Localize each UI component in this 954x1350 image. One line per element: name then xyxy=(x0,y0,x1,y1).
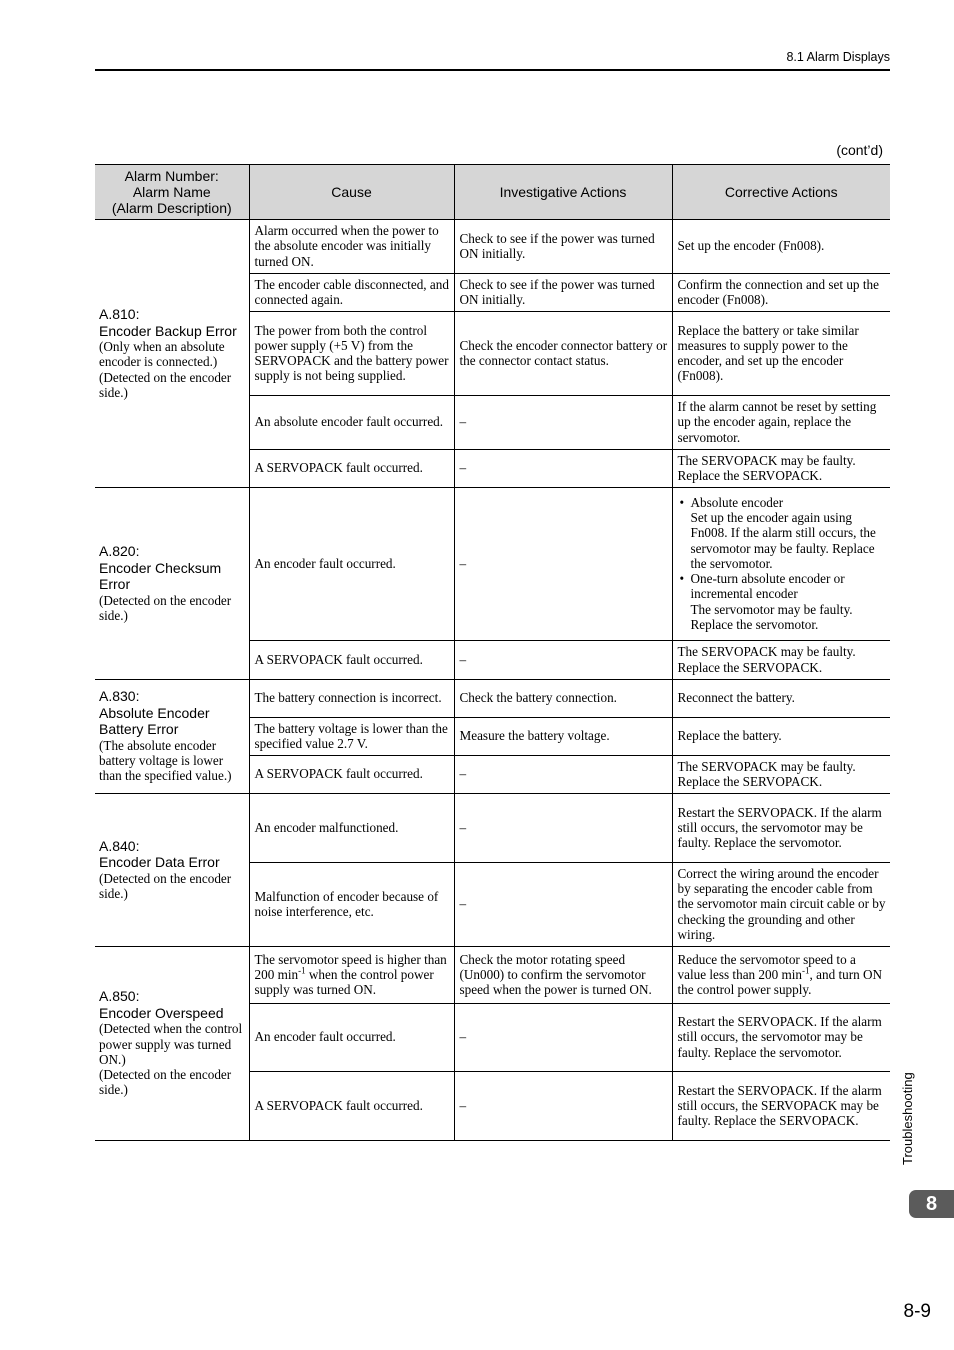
chapter-side-label: Troubleshooting xyxy=(900,1072,915,1165)
superscript: -1 xyxy=(802,965,810,976)
alarm-code: A.810: xyxy=(99,306,140,323)
cause-cell: A SERVOPACK fault occurred. xyxy=(249,1072,454,1141)
investigative-cell: – xyxy=(454,450,672,488)
bullet-title: Absolute encoder xyxy=(690,495,784,511)
investigative-cell: – xyxy=(454,1004,672,1072)
continued-label: (cont’d) xyxy=(836,142,883,158)
alarm-description: (Detected on the encoder side.) xyxy=(99,870,232,901)
corrective-cell xyxy=(672,947,890,1004)
header-cause: Cause xyxy=(249,165,454,220)
cause-cell: A SERVOPACK fault occurred. xyxy=(249,450,454,488)
corrective-text: , and turn ON the control power supply. xyxy=(677,966,883,998)
corrective-cell: Correct the wiring around the encoder by separating the encoder cable from the servomotor main circuit cable or by checking the grounding and other wiring. xyxy=(672,863,890,947)
corrective-cell: The SERVOPACK may be faulty. Replace the SERVOPACK. xyxy=(672,641,890,680)
investigative-cell: Measure the battery voltage. xyxy=(454,718,672,756)
alarm-name: Encoder Data Error xyxy=(99,854,220,871)
header-corrective: Corrective Actions xyxy=(672,165,890,220)
header-rule xyxy=(95,69,890,71)
alarm-code: A.840: xyxy=(99,837,140,854)
table-row xyxy=(95,220,890,274)
header-alarm-line1: Alarm Number: xyxy=(124,168,219,184)
corrective-cell: Confirm the connection and set up the encoder (Fn008). xyxy=(672,274,890,312)
cause-text: when the control power supply was turned ON. xyxy=(254,966,434,998)
cause-cell: The encoder cable disconnected, and connected again. xyxy=(249,274,454,312)
cause-cell: The battery connection is incorrect. xyxy=(249,680,454,718)
header-alarm-line2: Alarm Name xyxy=(132,184,211,200)
cause-cell: An absolute encoder fault occurred. xyxy=(249,396,454,450)
bullet-item xyxy=(678,495,887,571)
alarm-description: (Detected when the control power supply was turned ON.) xyxy=(99,1021,243,1067)
alarm-cell-a830 xyxy=(95,680,249,794)
investigative-cell: Check the encoder connector battery or the connector contact status. xyxy=(454,312,672,396)
chapter-tab: 8 xyxy=(909,1190,954,1218)
corrective-cell: Set up the encoder (Fn008). xyxy=(672,220,890,274)
alarm-name: Absolute Encoder Battery Error xyxy=(99,704,210,738)
investigative-cell: – xyxy=(454,863,672,947)
investigative-cell: – xyxy=(454,396,672,450)
cause-cell xyxy=(249,947,454,1004)
cause-cell: A SERVOPACK fault occurred. xyxy=(249,641,454,680)
alarm-name: Encoder Backup Error xyxy=(99,322,237,339)
cause-cell: Malfunction of encoder because of noise interference, etc. xyxy=(249,863,454,947)
alarm-description: (The absolute encoder battery voltage is lower than the specified value.) xyxy=(99,737,232,784)
running-header: 8.1 Alarm Displays xyxy=(786,50,890,64)
investigative-cell: Check the motor rotating speed (Un000) to confirm the servomotor speed when the power is turned ON. xyxy=(454,947,672,1004)
header-alarm xyxy=(95,165,249,220)
corrective-cell: Replace the battery. xyxy=(672,718,890,756)
corrective-bullet-list xyxy=(678,495,887,632)
alarm-cell-a850 xyxy=(95,947,249,1141)
bullet-text: The servomotor may be faulty. Replace the servomotor. xyxy=(690,601,853,632)
corrective-cell: Restart the SERVOPACK. If the alarm still occurs, the servomotor may be faulty. Replace the servomotor. xyxy=(672,1004,890,1072)
cause-cell: An encoder malfunctioned. xyxy=(249,794,454,863)
alarm-code: A.830: xyxy=(99,688,140,705)
bullet-text: Set up the encoder again using Fn008. If the alarm still occurs, the servomotor may be faulty. Replace the servomotor. xyxy=(690,510,876,571)
cause-cell: Alarm occurred when the power to the absolute encoder was initially turned ON. xyxy=(249,220,454,274)
alarm-description: (Detected on the encoder side.) xyxy=(99,369,232,400)
corrective-cell: If the alarm cannot be reset by setting up the encoder again, replace the servomotor. xyxy=(672,396,890,450)
investigative-cell: – xyxy=(454,756,672,794)
cause-cell: An encoder fault occurred. xyxy=(249,488,454,641)
investigative-cell: – xyxy=(454,488,672,641)
corrective-cell: The SERVOPACK may be faulty. Replace the SERVOPACK. xyxy=(672,450,890,488)
corrective-cell: Restart the SERVOPACK. If the alarm still occurs, the SERVOPACK may be faulty. Replace the SERVOPACK. xyxy=(672,1072,890,1141)
alarm-cell-a820 xyxy=(95,488,249,680)
alarm-code: A.820: xyxy=(99,543,140,560)
cause-cell: A SERVOPACK fault occurred. xyxy=(249,756,454,794)
alarm-description: (Detected on the encoder side.) xyxy=(99,592,232,623)
alarm-name: Encoder Checksum Error xyxy=(99,559,222,593)
alarm-cell-a840 xyxy=(95,794,249,947)
corrective-cell: The SERVOPACK may be faulty. Replace the SERVOPACK. xyxy=(672,756,890,794)
corrective-cell: Reconnect the battery. xyxy=(672,680,890,718)
alarm-cell-a810 xyxy=(95,220,249,488)
investigative-cell: Check to see if the power was turned ON initially. xyxy=(454,220,672,274)
corrective-cell: Restart the SERVOPACK. If the alarm still occurs, the servomotor may be faulty. Replace the servomotor. xyxy=(672,794,890,863)
cause-cell: The battery voltage is lower than the specified value 2.7 V. xyxy=(249,718,454,756)
alarm-description: (Detected on the encoder side.) xyxy=(99,1067,232,1098)
header-alarm-line3: (Alarm Description) xyxy=(111,200,232,216)
cause-text: The servomotor speed is higher than 200 min xyxy=(254,951,447,982)
header-investigative: Investigative Actions xyxy=(454,165,672,220)
superscript: -1 xyxy=(298,965,306,976)
bullet-title: One-turn absolute encoder or incremental encoder xyxy=(690,571,845,602)
corrective-text: Reduce the servomotor speed to a value less than 200 min xyxy=(677,951,856,982)
page-number: 8-9 xyxy=(903,1301,931,1322)
table-header-row xyxy=(95,165,890,220)
alarm-description: (Only when an absolute encoder is connected.) xyxy=(99,339,225,370)
alarm-table xyxy=(95,164,890,1141)
investigative-cell: Check the battery connection. xyxy=(454,680,672,718)
investigative-cell: – xyxy=(454,641,672,680)
alarm-name: Encoder Overspeed xyxy=(99,1004,224,1021)
table-row xyxy=(95,680,890,718)
cause-cell: An encoder fault occurred. xyxy=(249,1004,454,1072)
bullet-item xyxy=(678,571,887,632)
corrective-cell: Replace the battery or take similar measures to supply power to the encoder, and set up the encoder (Fn008). xyxy=(672,312,890,396)
alarm-code: A.850: xyxy=(99,988,140,1005)
corrective-cell xyxy=(672,488,890,641)
table-row xyxy=(95,947,890,1004)
table-row xyxy=(95,794,890,863)
investigative-cell: Check to see if the power was turned ON initially. xyxy=(454,274,672,312)
table-row xyxy=(95,488,890,641)
investigative-cell: – xyxy=(454,794,672,863)
investigative-cell: – xyxy=(454,1072,672,1141)
cause-cell: The power from both the control power supply (+5 V) from the SERVOPACK and the battery power supply is not being supplied. xyxy=(249,312,454,396)
